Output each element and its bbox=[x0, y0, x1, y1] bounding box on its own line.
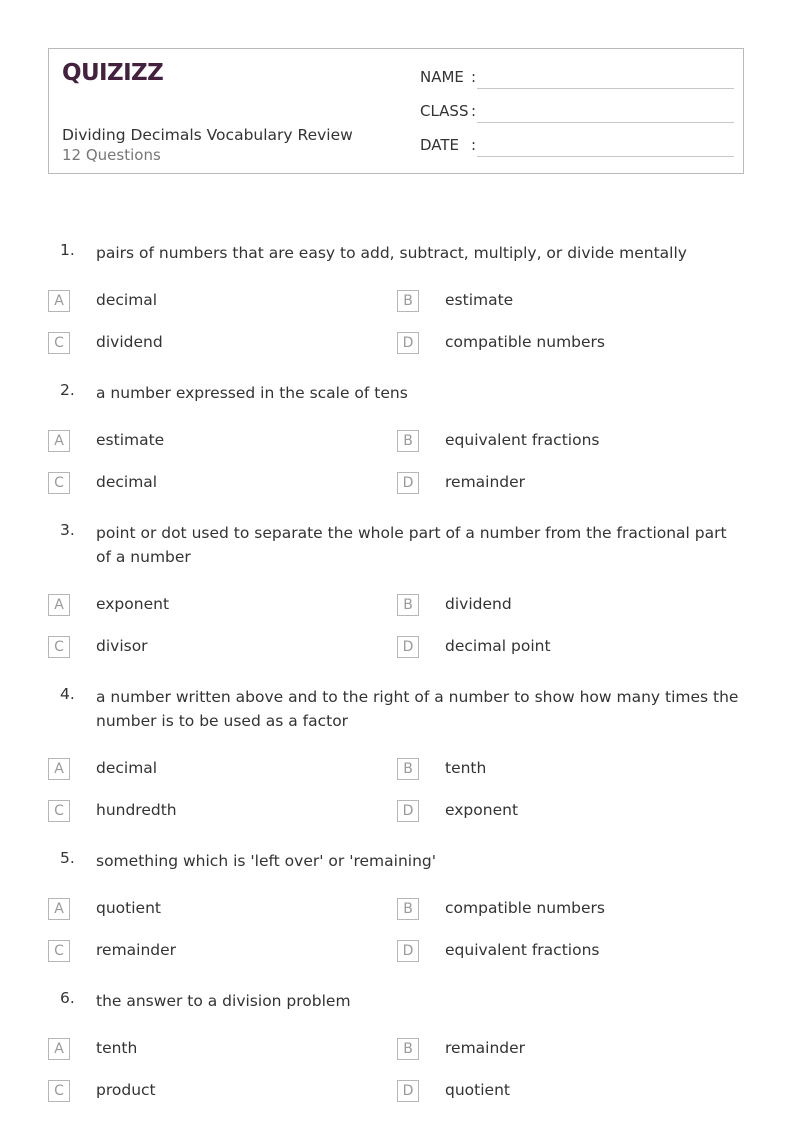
option-letter-box: D bbox=[397, 800, 419, 822]
question-3-option-b[interactable] bbox=[397, 594, 697, 618]
option-letter-box: D bbox=[397, 1080, 419, 1102]
option-letter-box: B bbox=[397, 1038, 419, 1060]
question-5-option-a[interactable] bbox=[48, 898, 348, 922]
question-number: 2. bbox=[60, 381, 75, 399]
option-letter-box: B bbox=[397, 430, 419, 452]
date-label: DATE bbox=[420, 136, 460, 154]
class-label: CLASS bbox=[420, 102, 469, 120]
question-text: pairs of numbers that are easy to add, subtract, multiply, or divide mentally bbox=[96, 244, 687, 262]
option-letter-box: A bbox=[48, 290, 70, 312]
option-letter-box: A bbox=[48, 594, 70, 616]
question-6-option-b[interactable] bbox=[397, 1038, 697, 1062]
question-text: a number written above and to the right of a number to show how many times the number is to be used as a factor bbox=[96, 688, 739, 730]
date-input-line[interactable] bbox=[477, 156, 734, 157]
question-number: 5. bbox=[60, 849, 75, 867]
option-text: remainder bbox=[96, 941, 177, 959]
option-letter-box: D bbox=[397, 636, 419, 658]
option-letter-box: A bbox=[48, 758, 70, 780]
option-text: divisor bbox=[96, 637, 148, 655]
option-text: exponent bbox=[445, 801, 519, 819]
question-text: a number expressed in the scale of tens bbox=[96, 384, 408, 402]
option-text: quotient bbox=[445, 1081, 510, 1099]
option-text: hundredth bbox=[96, 801, 177, 819]
question-3-option-d[interactable] bbox=[397, 636, 697, 660]
question-1-option-b[interactable] bbox=[397, 290, 697, 314]
class-colon: : bbox=[471, 102, 477, 120]
option-text: dividend bbox=[96, 333, 163, 351]
option-letter-box: C bbox=[48, 940, 70, 962]
option-text: quotient bbox=[96, 899, 161, 917]
question-1-option-c[interactable] bbox=[48, 332, 348, 356]
option-text: remainder bbox=[445, 1039, 526, 1057]
question-5-option-d[interactable] bbox=[397, 940, 697, 964]
question-text: something which is 'left over' or 'remaining' bbox=[96, 852, 436, 870]
option-letter-box: C bbox=[48, 472, 70, 494]
option-text: remainder bbox=[445, 473, 526, 491]
date-field[interactable] bbox=[420, 136, 734, 160]
option-text: estimate bbox=[445, 291, 514, 309]
option-text: equivalent fractions bbox=[445, 431, 600, 449]
question-number: 1. bbox=[60, 241, 75, 259]
option-letter-box: A bbox=[48, 898, 70, 920]
question-4-option-a[interactable] bbox=[48, 758, 348, 782]
option-letter-box: B bbox=[397, 758, 419, 780]
option-text: tenth bbox=[96, 1039, 138, 1057]
question-text: the answer to a division problem bbox=[96, 992, 351, 1010]
option-text: compatible numbers bbox=[445, 899, 606, 917]
question-2-option-d[interactable] bbox=[397, 472, 697, 496]
question-6-option-d[interactable] bbox=[397, 1080, 697, 1104]
question-2-option-b[interactable] bbox=[397, 430, 697, 454]
question-5-option-c[interactable] bbox=[48, 940, 348, 964]
question-2-option-c[interactable] bbox=[48, 472, 348, 496]
option-text: dividend bbox=[445, 595, 512, 613]
question-6-option-a[interactable] bbox=[48, 1038, 348, 1062]
question-1-option-d[interactable] bbox=[397, 332, 697, 356]
option-letter-box: D bbox=[397, 940, 419, 962]
question-1-option-a[interactable] bbox=[48, 290, 348, 314]
class-field[interactable] bbox=[420, 102, 734, 126]
question-number: 4. bbox=[60, 685, 75, 703]
name-field[interactable] bbox=[420, 68, 734, 92]
name-colon: : bbox=[471, 68, 477, 86]
question-4-option-d[interactable] bbox=[397, 800, 697, 824]
option-letter-box: A bbox=[48, 1038, 70, 1060]
option-text: decimal bbox=[96, 473, 158, 491]
option-text: product bbox=[96, 1081, 156, 1099]
question-6-option-c[interactable] bbox=[48, 1080, 348, 1104]
question-number: 6. bbox=[60, 989, 75, 1007]
option-letter-box: A bbox=[48, 430, 70, 452]
option-text: decimal bbox=[96, 759, 158, 777]
option-letter-box: C bbox=[48, 332, 70, 354]
option-text: tenth bbox=[445, 759, 487, 777]
quizizz-logo: QUIZIZZ bbox=[62, 60, 164, 86]
question-2-option-a[interactable] bbox=[48, 430, 348, 454]
worksheet-title: Dividing Decimals Vocabulary Review bbox=[62, 126, 353, 144]
option-text: equivalent fractions bbox=[445, 941, 600, 959]
option-letter-box: B bbox=[397, 594, 419, 616]
name-label: NAME bbox=[420, 68, 464, 86]
date-colon: : bbox=[471, 136, 477, 154]
question-text: point or dot used to separate the whole part of a number from the fractional part of a number bbox=[96, 524, 727, 566]
option-letter-box: B bbox=[397, 290, 419, 312]
option-text: exponent bbox=[96, 595, 170, 613]
option-letter-box: D bbox=[397, 472, 419, 494]
option-text: decimal point bbox=[445, 637, 551, 655]
class-input-line[interactable] bbox=[477, 122, 734, 123]
question-4-option-c[interactable] bbox=[48, 800, 348, 824]
option-text: decimal bbox=[96, 291, 158, 309]
question-number: 3. bbox=[60, 521, 75, 539]
option-letter-box: C bbox=[48, 636, 70, 658]
option-text: compatible numbers bbox=[445, 333, 606, 351]
option-letter-box: C bbox=[48, 800, 70, 822]
option-letter-box: D bbox=[397, 332, 419, 354]
question-5-option-b[interactable] bbox=[397, 898, 697, 922]
question-3-option-a[interactable] bbox=[48, 594, 348, 618]
question-count: 12 Questions bbox=[62, 146, 161, 164]
question-3-option-c[interactable] bbox=[48, 636, 348, 660]
name-input-line[interactable] bbox=[477, 88, 734, 89]
option-text: estimate bbox=[96, 431, 165, 449]
worksheet-header bbox=[48, 48, 744, 174]
option-letter-box: B bbox=[397, 898, 419, 920]
question-4-option-b[interactable] bbox=[397, 758, 697, 782]
option-letter-box: C bbox=[48, 1080, 70, 1102]
